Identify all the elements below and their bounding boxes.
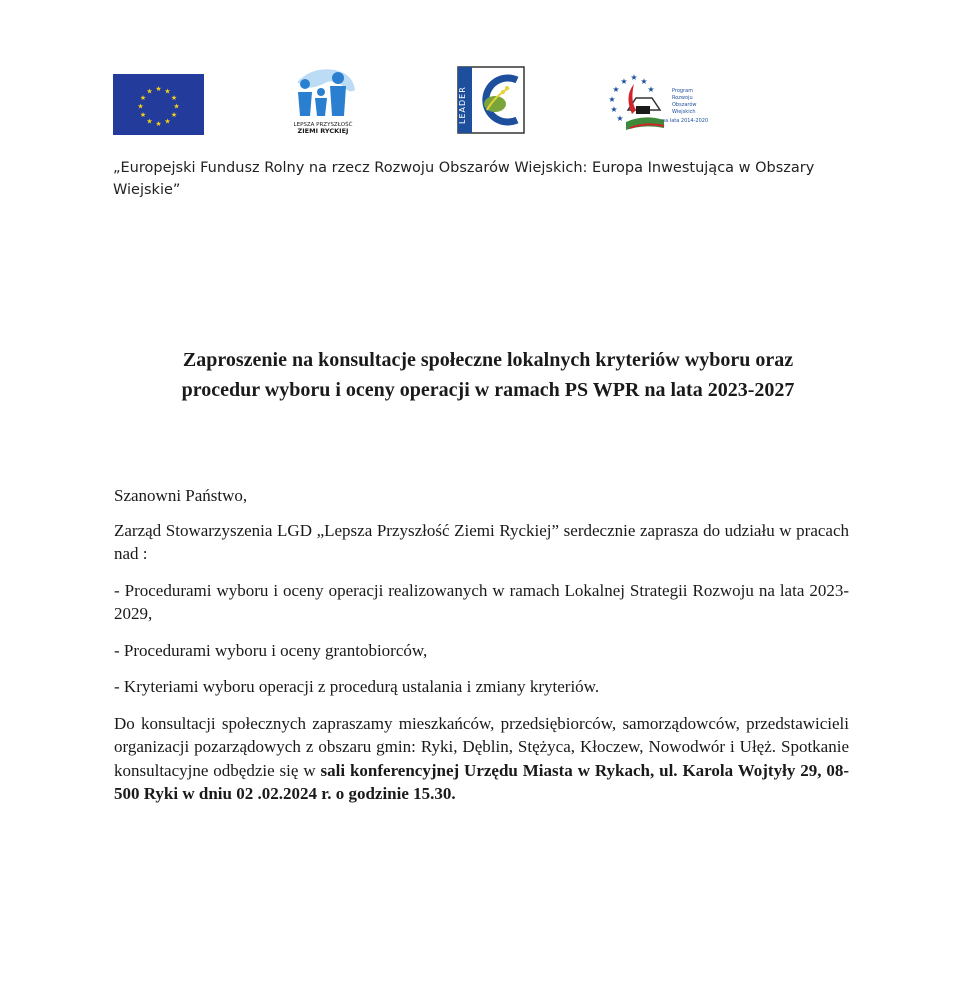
invitation-text: Do konsultacji społecznych zapraszamy mieszkańców, przedsiębiorców, samorządowców, przedstawicieli organizacji pozarządowych z obszaru gmin: Ryki, Dęblin, Stężyca, Kłoczew, Nowodwór i Ułęż. Spotkanie konsultacyjne odbędzie się w [114,713,849,780]
prow-text-5: na lata 2014-2020 [662,118,709,124]
svg-text:★: ★ [137,102,144,111]
title-line-2: procedur wyboru i oceny operacji w ramach PS WPR na lata 2023-2027 [181,379,795,401]
svg-text:★: ★ [139,94,147,102]
svg-text:★: ★ [146,117,153,126]
svg-text:★: ★ [146,87,153,96]
prow-text-4: Wiejskich [672,109,696,115]
list-item-procedures: - Procedurami wyboru i oceny operacji realizowanych w ramach Lokalnej Strategii Rozwoju na lata 2023-2029, [114,580,849,623]
list-item-grantees: - Procedurami wyboru i oceny grantobiorców, [114,640,428,660]
intro-paragraph: Zarząd Stowarzyszenia LGD „Lepsza Przyszłość Ziemi Ryckiej” serdecznie zaprasza do udziału w pracach nad : [114,520,849,563]
document-body [114,484,849,819]
list-item-criteria: - Kryteriami wyboru operacji z procedurą ustalania i zmiany kryteriów. [114,677,600,696]
svg-text:★: ★ [139,111,147,119]
title-line-1: Zaproszenie na konsultacje społeczne lokalnych kryteriów wyboru oraz [182,349,794,371]
svg-text:★: ★ [164,117,171,126]
eu-flag-icon [113,74,204,135]
svg-text:★: ★ [608,95,616,104]
logo-strip [0,60,976,140]
svg-text:★: ★ [170,94,178,102]
leader-logo [457,66,525,134]
svg-text:★: ★ [647,85,655,94]
svg-text:★: ★ [630,73,638,82]
fund-caption: „Europejski Fundusz Rolny na rzecz Rozwoju Obszarów Wiejskich: Europa Inwestująca w Obszary Wiejskie” [113,160,815,198]
document-title [100,345,876,405]
prow-logo [606,70,710,134]
svg-text:★: ★ [612,85,620,94]
greeting: Szanowni Państwo, [114,486,248,505]
svg-text:★: ★ [620,77,628,86]
lgd-name-line2: ZIEMI RYCKIEJ [297,127,349,135]
svg-text:★: ★ [170,111,178,119]
svg-text:★: ★ [616,114,624,123]
svg-text:★: ★ [610,105,618,114]
svg-text:★: ★ [155,120,162,128]
svg-text:★: ★ [164,87,171,96]
svg-text:★: ★ [155,85,162,93]
lgd-logo [283,64,363,138]
prow-text-1: Program [672,88,694,94]
prow-text-3: Obszarów [672,102,697,108]
prow-text-2: Rozwoju [672,95,693,101]
invitation-paragraph [114,712,849,806]
lgd-name-line1: LEPSZA PRZYSZŁOŚĆ [293,122,353,128]
svg-text:★: ★ [640,77,648,86]
meeting-details: sali konferencyjnej Urzędu Miasta w Rykach, ul. Karola Wojtyły 29, 08-500 Ryki w dniu 02 .02.2024 r. o godzinie 15.30. [114,760,849,803]
svg-text:★: ★ [173,102,180,111]
leader-label: LEADER [458,86,467,124]
